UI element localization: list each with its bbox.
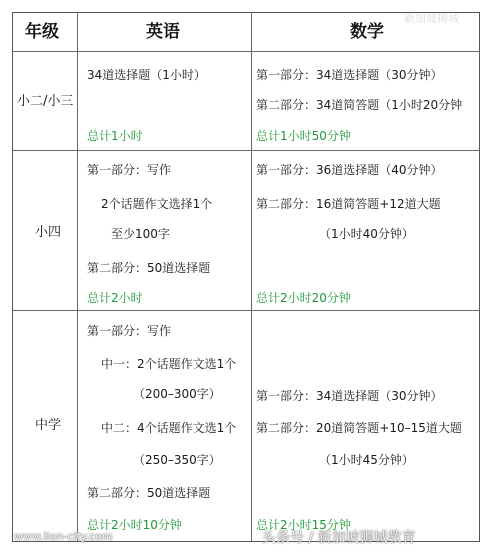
english-line: 2个话题作文选择1个	[101, 197, 213, 211]
english-total: 总计2小时	[87, 291, 143, 305]
grade-cell: 中学	[35, 418, 62, 433]
grid-line	[13, 51, 479, 52]
english-line: 中一：2个话题作文选1个	[101, 357, 237, 371]
watermark-bottom: 头条号 / 新加坡狮城教育	[262, 530, 416, 546]
grid-line	[13, 310, 479, 311]
english-line: 第二部分：50道选择题	[87, 486, 211, 500]
math-line: 第一部分：34道选择题（30分钟）	[256, 68, 443, 82]
row-tint	[77, 147, 479, 149]
math-line: （1小时40分钟）	[319, 227, 414, 241]
math-line: 第一部分：34道选择题（30分钟）	[256, 389, 443, 403]
english-line: 至少100字	[111, 227, 170, 241]
english-line: 第二部分：50道选择题	[87, 261, 211, 275]
exam-table	[12, 12, 480, 542]
header-math: 数学	[350, 22, 384, 42]
watermark-bottom-left: www.lion-city.com	[14, 530, 113, 543]
watermark-top: 新加坡狮城	[404, 12, 459, 25]
math-total: 总计2小时20分钟	[256, 291, 351, 305]
math-line: 第一部分：36道选择题（40分钟）	[256, 163, 443, 177]
math-total: 总计2小时15分钟	[256, 518, 351, 532]
math-line: （1小时45分钟）	[319, 453, 414, 467]
english-line: （250–350字）	[133, 453, 221, 467]
english-total: 总计1小时	[87, 129, 143, 143]
grid-line	[251, 13, 252, 541]
english-line: 第一部分：写作	[87, 163, 172, 177]
english-line: 第一部分：写作	[87, 324, 172, 338]
english-line: 中二：4个话题作文选1个	[101, 421, 237, 435]
grid-line	[13, 150, 479, 151]
math-line: 第二部分：16道简答题+12道大题	[256, 197, 441, 211]
grade-cell: 小四	[35, 225, 62, 240]
math-line: 第二部分：20道简答题+10–15道大题	[256, 421, 462, 435]
header-grade: 年级	[25, 22, 59, 42]
math-line: 第二部分：34道简答题（1小时20分钟	[256, 98, 463, 112]
grade-cell: 小二/小三	[17, 94, 74, 109]
header-english: 英语	[146, 22, 180, 42]
math-total: 总计1小时50分钟	[256, 129, 351, 143]
grid-line	[77, 13, 78, 541]
english-total: 总计2小时10分钟	[87, 518, 182, 532]
english-line: 34道选择题（1小时）	[87, 68, 206, 82]
english-line: （200–300字）	[133, 387, 221, 401]
